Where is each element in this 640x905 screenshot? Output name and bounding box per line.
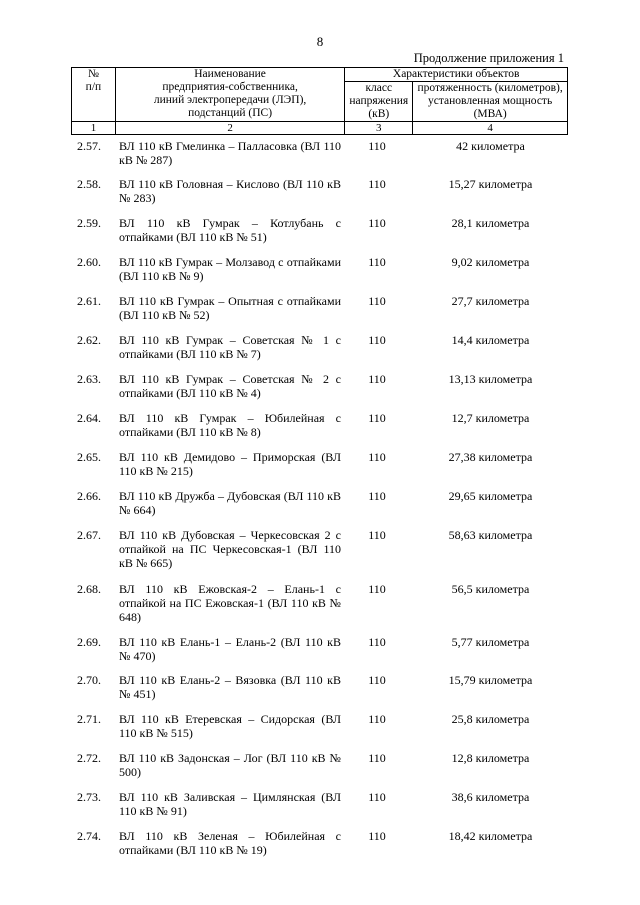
row-number: 2.69. xyxy=(77,635,101,649)
header-num: № п/п xyxy=(72,68,116,122)
row-length: 18,42 километра xyxy=(448,829,533,843)
column-number: 2 xyxy=(115,122,344,135)
row-number: 2.61. xyxy=(77,294,101,308)
row-name: ВЛ 110 кВ Зеленая – Юбилейная с отпайками (ВЛ 110 кВ № 19) xyxy=(119,829,341,857)
row-length: 25,8 километра xyxy=(451,712,530,726)
row-length: 42 километра xyxy=(456,139,525,153)
row-name: ВЛ 110 кВ Гумрак – Советская № 2 с отпайками (ВЛ 110 кВ № 4) xyxy=(119,372,341,400)
row-voltage: 110 xyxy=(368,411,386,425)
row-length: 29,65 километра xyxy=(448,489,533,503)
row-length: 56,5 километра xyxy=(451,582,530,596)
row-number: 2.70. xyxy=(77,673,101,687)
row-length: 13,13 километра xyxy=(448,372,533,386)
row-length: 58,63 километра xyxy=(448,528,533,542)
column-number: 1 xyxy=(72,122,116,135)
row-length: 5,77 километра xyxy=(451,635,530,649)
row-voltage: 110 xyxy=(368,372,386,386)
row-name: ВЛ 110 кВ Елань-2 – Вязовка (ВЛ 110 кВ № 451) xyxy=(119,673,341,701)
row-number: 2.58. xyxy=(77,177,101,191)
row-number: 2.71. xyxy=(77,712,101,726)
row-number: 2.62. xyxy=(77,333,101,347)
row-voltage: 110 xyxy=(368,489,386,503)
row-voltage: 110 xyxy=(368,635,386,649)
row-voltage: 110 xyxy=(368,528,386,542)
row-length: 38,6 километра xyxy=(451,790,530,804)
row-voltage: 110 xyxy=(368,790,386,804)
row-name: ВЛ 110 кВ Дубовская – Черкесовская 2 с отпайкой на ПС Черкесовская-1 (ВЛ 110 кВ № 665) xyxy=(119,528,341,570)
header-name: Наименование предприятия-собственника, линий электропередачи (ЛЭП), подстанций (ПС) xyxy=(115,68,344,122)
row-voltage: 110 xyxy=(368,712,386,726)
header-length: протяженность (километров), установленная мощность (МВА) xyxy=(413,82,568,122)
row-number: 2.63. xyxy=(77,372,101,386)
row-voltage: 110 xyxy=(368,139,386,153)
header-characteristics: Характеристики объектов xyxy=(345,68,568,82)
page-number: 8 xyxy=(316,34,324,49)
column-number: 3 xyxy=(345,122,413,135)
row-voltage: 110 xyxy=(368,255,386,269)
row-name: ВЛ 110 кВ Головная – Кислово (ВЛ 110 кВ № 283) xyxy=(119,177,341,205)
row-number: 2.74. xyxy=(77,829,101,843)
row-length: 9,02 километра xyxy=(451,255,530,269)
row-length: 12,7 километра xyxy=(451,411,530,425)
row-length: 15,79 километра xyxy=(448,673,533,687)
row-length: 15,27 километра xyxy=(448,177,533,191)
row-name: ВЛ 110 кВ Елань-1 – Елань-2 (ВЛ 110 кВ № 470) xyxy=(119,635,341,663)
row-name: ВЛ 110 кВ Гумрак – Молзавод с отпайками (ВЛ 110 кВ № 9) xyxy=(119,255,341,283)
table-header xyxy=(71,67,568,135)
row-name: ВЛ 110 кВ Гмелинка – Палласовка (ВЛ 110 кВ № 287) xyxy=(119,139,341,167)
row-voltage: 110 xyxy=(368,177,386,191)
row-number: 2.66. xyxy=(77,489,101,503)
header-voltage: класс напряжения (кВ) xyxy=(345,82,413,122)
row-voltage: 110 xyxy=(368,751,386,765)
row-voltage: 110 xyxy=(368,673,386,687)
row-length: 27,7 километра xyxy=(451,294,530,308)
row-length: 28,1 километра xyxy=(451,216,530,230)
row-name: ВЛ 110 кВ Демидово – Приморская (ВЛ 110 кВ № 215) xyxy=(119,450,341,478)
row-number: 2.60. xyxy=(77,255,101,269)
row-length: 12,8 километра xyxy=(451,751,530,765)
row-number: 2.59. xyxy=(77,216,101,230)
row-name: ВЛ 110 кВ Заливская – Цимлянская (ВЛ 110 кВ № 91) xyxy=(119,790,341,818)
row-number: 2.73. xyxy=(77,790,101,804)
row-voltage: 110 xyxy=(368,829,386,843)
row-voltage: 110 xyxy=(368,450,386,464)
row-name: ВЛ 110 кВ Задонская – Лог (ВЛ 110 кВ № 500) xyxy=(119,751,341,779)
row-name: ВЛ 110 кВ Гумрак – Юбилейная с отпайками (ВЛ 110 кВ № 8) xyxy=(119,411,341,439)
continuation-label: Продолжение приложения 1 xyxy=(413,51,564,65)
row-number: 2.57. xyxy=(77,139,101,153)
row-number: 2.65. xyxy=(77,450,101,464)
column-number: 4 xyxy=(413,122,568,135)
row-voltage: 110 xyxy=(368,294,386,308)
row-length: 14,4 километра xyxy=(451,333,530,347)
row-name: ВЛ 110 кВ Гумрак – Котлубань с отпайками (ВЛ 110 кВ № 51) xyxy=(119,216,341,244)
row-name: ВЛ 110 кВ Дружба – Дубовская (ВЛ 110 кВ № 664) xyxy=(119,489,341,517)
row-name: ВЛ 110 кВ Етеревская – Сидорская (ВЛ 110 кВ № 515) xyxy=(119,712,341,740)
row-voltage: 110 xyxy=(368,582,386,596)
row-voltage: 110 xyxy=(368,333,386,347)
row-number: 2.64. xyxy=(77,411,101,425)
row-name: ВЛ 110 кВ Ежовская-2 – Елань-1 с отпайкой на ПС Ежовская-1 (ВЛ 110 кВ № 648) xyxy=(119,582,341,624)
row-voltage: 110 xyxy=(368,216,386,230)
row-name: ВЛ 110 кВ Гумрак – Советская № 1 с отпайками (ВЛ 110 кВ № 7) xyxy=(119,333,341,361)
row-number: 2.72. xyxy=(77,751,101,765)
row-number: 2.68. xyxy=(77,582,101,596)
row-length: 27,38 километра xyxy=(448,450,533,464)
row-name: ВЛ 110 кВ Гумрак – Опытная с отпайками (ВЛ 110 кВ № 52) xyxy=(119,294,341,322)
row-number: 2.67. xyxy=(77,528,101,542)
